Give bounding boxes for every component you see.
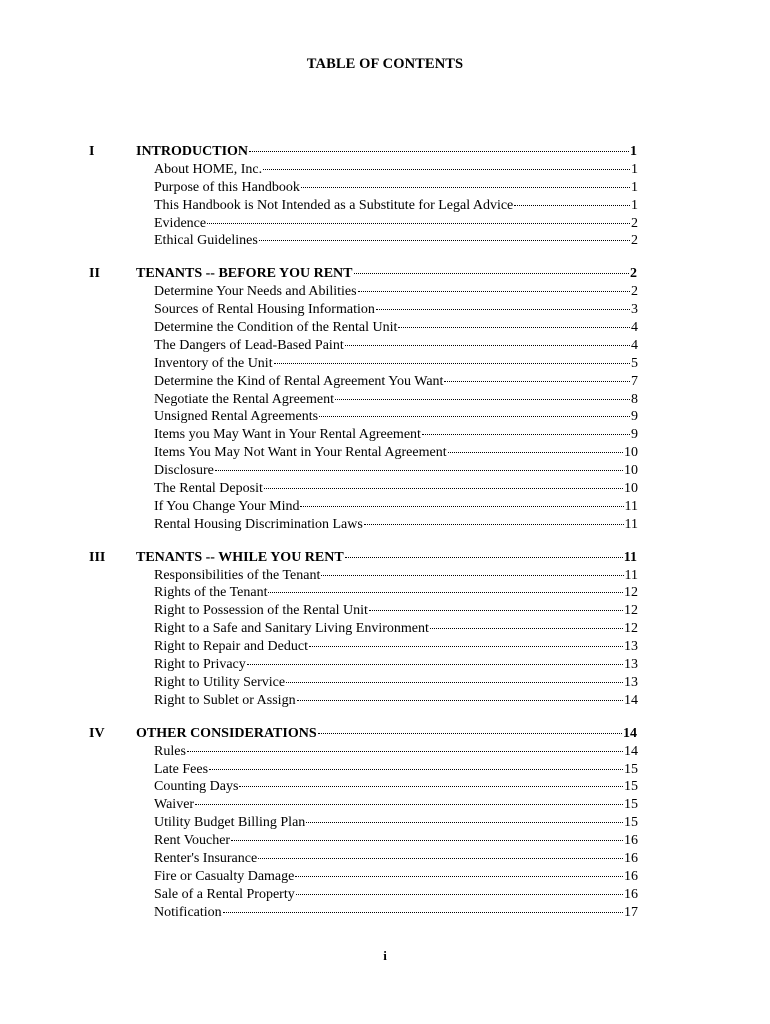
item-page: 1 bbox=[631, 161, 638, 177]
item-label: Sources of Rental Housing Information bbox=[154, 302, 375, 318]
toc-item bbox=[0, 283, 770, 301]
item-label: If You Change Your Mind bbox=[154, 498, 300, 514]
dot-leader bbox=[295, 872, 623, 877]
toc-item bbox=[0, 778, 770, 796]
item-label: Responsibilities of the Tenant bbox=[154, 567, 321, 583]
toc-item bbox=[0, 516, 770, 534]
item-page: 10 bbox=[624, 445, 638, 461]
toc-item bbox=[0, 215, 770, 233]
dot-leader bbox=[345, 553, 623, 558]
toc-item bbox=[0, 426, 770, 444]
item-page: 16 bbox=[624, 833, 638, 849]
item-page: 15 bbox=[624, 815, 638, 831]
item-label: Unsigned Rental Agreements bbox=[154, 409, 319, 425]
dot-leader bbox=[239, 782, 623, 787]
item-label: Fire or Casualty Damage bbox=[154, 868, 295, 884]
item-label: About HOME, Inc. bbox=[154, 161, 263, 177]
item-label: Right to Privacy bbox=[154, 657, 246, 673]
item-page: 16 bbox=[624, 886, 638, 902]
dot-leader bbox=[306, 818, 623, 823]
toc-item bbox=[0, 656, 770, 674]
item-label: Renter's Insurance bbox=[154, 850, 258, 866]
toc-item bbox=[0, 886, 770, 904]
toc-item bbox=[0, 301, 770, 319]
item-label: Late Fees bbox=[154, 761, 209, 777]
item-page: 8 bbox=[631, 391, 638, 407]
dot-leader bbox=[514, 201, 630, 206]
dot-leader bbox=[422, 430, 630, 435]
toc-item bbox=[0, 638, 770, 656]
item-label: Rent Voucher bbox=[154, 833, 231, 849]
section-entry bbox=[136, 725, 637, 743]
section-heading bbox=[0, 143, 770, 161]
dot-leader bbox=[247, 660, 623, 665]
section-numeral: I bbox=[89, 144, 95, 159]
item-label: Negotiate the Rental Agreement bbox=[154, 391, 334, 407]
item-page: 11 bbox=[624, 498, 638, 514]
item-page: 5 bbox=[631, 355, 638, 371]
dot-leader bbox=[376, 305, 630, 310]
toc-sections bbox=[0, 143, 770, 937]
item-page: 16 bbox=[624, 850, 638, 866]
item-label: Rights of the Tenant bbox=[154, 585, 268, 601]
item-label: Purpose of this Handbook bbox=[154, 179, 300, 195]
toc-item bbox=[0, 355, 770, 373]
item-label: Items You May Not Want in Your Rental Agreement bbox=[154, 445, 447, 461]
toc-section bbox=[0, 725, 770, 922]
item-page: 1 bbox=[631, 179, 638, 195]
item-label: Ethical Guidelines bbox=[154, 233, 258, 249]
section-title: INTRODUCTION bbox=[136, 144, 249, 159]
dot-leader bbox=[321, 571, 623, 576]
item-page: 7 bbox=[631, 373, 638, 389]
section-numeral: III bbox=[89, 549, 106, 565]
item-page: 9 bbox=[631, 409, 638, 425]
section-title: OTHER CONSIDERATIONS bbox=[136, 725, 317, 741]
dot-leader bbox=[209, 765, 623, 770]
toc-item bbox=[0, 480, 770, 498]
dot-leader bbox=[207, 219, 630, 224]
section-entry bbox=[136, 549, 637, 567]
section-heading bbox=[0, 549, 770, 567]
item-page: 16 bbox=[624, 868, 638, 884]
section-numeral: II bbox=[89, 266, 100, 282]
toc-item bbox=[0, 179, 770, 197]
section-title: TENANTS -- BEFORE YOU RENT bbox=[136, 266, 353, 282]
item-page: 11 bbox=[624, 567, 638, 583]
toc-item bbox=[0, 904, 770, 922]
item-page: 2 bbox=[631, 233, 638, 249]
toc-item bbox=[0, 444, 770, 462]
item-page: 17 bbox=[624, 904, 638, 920]
dot-leader bbox=[369, 606, 623, 611]
item-label: Right to Repair and Deduct bbox=[154, 639, 308, 655]
dot-leader bbox=[259, 236, 630, 241]
item-label: Inventory of the Unit bbox=[154, 355, 273, 371]
page-title: TABLE OF CONTENTS bbox=[306, 56, 464, 72]
dot-leader bbox=[319, 412, 630, 417]
toc-item bbox=[0, 567, 770, 585]
dot-leader bbox=[309, 642, 623, 647]
dot-leader bbox=[274, 359, 630, 364]
toc-item bbox=[0, 868, 770, 886]
toc-item bbox=[0, 584, 770, 602]
item-page: 10 bbox=[624, 463, 638, 479]
item-page: 1 bbox=[631, 197, 638, 213]
dot-leader bbox=[300, 502, 623, 507]
item-page: 11 bbox=[624, 516, 638, 532]
item-label: Rental Housing Discrimination Laws bbox=[154, 516, 363, 532]
dot-leader bbox=[258, 854, 623, 859]
toc-item bbox=[0, 319, 770, 337]
toc-item bbox=[0, 232, 770, 250]
item-label: Rules bbox=[154, 743, 186, 759]
dot-leader bbox=[301, 183, 630, 188]
dot-leader bbox=[345, 341, 630, 346]
item-page: 15 bbox=[624, 779, 638, 795]
section-heading bbox=[0, 265, 770, 283]
item-page: 15 bbox=[624, 761, 638, 777]
section-entry bbox=[136, 143, 637, 161]
toc-item bbox=[0, 337, 770, 355]
toc-item bbox=[0, 161, 770, 179]
page-number: i bbox=[383, 948, 387, 963]
item-page: 12 bbox=[624, 585, 638, 601]
item-label: Determine Your Needs and Abilities bbox=[154, 284, 357, 300]
item-page: 15 bbox=[624, 797, 638, 813]
toc-item bbox=[0, 692, 770, 710]
dot-leader bbox=[354, 269, 629, 274]
item-label: Notification bbox=[154, 904, 222, 920]
item-page: 9 bbox=[631, 427, 638, 443]
item-label: Right to Possession of the Rental Unit bbox=[154, 603, 368, 619]
item-page: 2 bbox=[631, 215, 638, 231]
toc-item bbox=[0, 373, 770, 391]
toc-section bbox=[0, 265, 770, 533]
section-heading bbox=[0, 725, 770, 743]
item-page: 10 bbox=[624, 481, 638, 497]
toc-item bbox=[0, 408, 770, 426]
toc-item bbox=[0, 761, 770, 779]
item-label: Utility Budget Billing Plan bbox=[154, 815, 306, 831]
dot-leader bbox=[335, 395, 630, 400]
toc-item bbox=[0, 462, 770, 480]
item-page: 4 bbox=[631, 337, 638, 353]
item-label: Right to Utility Service bbox=[154, 674, 286, 690]
dot-leader bbox=[223, 908, 623, 913]
item-label: This Handbook is Not Intended as a Substitute for Legal Advice bbox=[154, 197, 514, 213]
toc-item bbox=[0, 743, 770, 761]
dot-leader bbox=[358, 287, 630, 292]
item-page: 12 bbox=[624, 603, 638, 619]
item-label: The Rental Deposit bbox=[154, 481, 263, 497]
dot-leader bbox=[364, 520, 624, 525]
item-page: 13 bbox=[624, 639, 638, 655]
toc-item bbox=[0, 391, 770, 409]
item-label: Right to Sublet or Assign bbox=[154, 692, 296, 708]
dot-leader bbox=[249, 147, 629, 152]
toc-item bbox=[0, 498, 770, 516]
item-page: 13 bbox=[624, 674, 638, 690]
dot-leader bbox=[296, 890, 623, 895]
section-entry bbox=[136, 265, 637, 283]
dot-leader bbox=[195, 800, 623, 805]
toc-item bbox=[0, 602, 770, 620]
item-page: 14 bbox=[624, 743, 638, 759]
toc-item bbox=[0, 620, 770, 638]
item-label: Sale of a Rental Property bbox=[154, 886, 295, 902]
dot-leader bbox=[448, 448, 623, 453]
dot-leader bbox=[187, 747, 623, 752]
item-label: Determine the Condition of the Rental Unit bbox=[154, 320, 398, 336]
dot-leader bbox=[430, 624, 623, 629]
toc-section bbox=[0, 143, 770, 250]
section-page: 2 bbox=[630, 266, 637, 282]
item-label: Disclosure bbox=[154, 463, 214, 479]
item-label: Items you May Want in Your Rental Agreement bbox=[154, 427, 421, 443]
item-label: The Dangers of Lead-Based Paint bbox=[154, 337, 344, 353]
item-page: 3 bbox=[631, 302, 638, 318]
dot-leader bbox=[264, 484, 623, 489]
item-label: Waiver bbox=[154, 797, 195, 813]
dot-leader bbox=[398, 323, 630, 328]
section-numeral: IV bbox=[89, 725, 105, 741]
dot-leader bbox=[231, 836, 623, 841]
item-page: 12 bbox=[624, 621, 638, 637]
toc-item bbox=[0, 674, 770, 692]
section-page: 11 bbox=[623, 549, 637, 565]
dot-leader bbox=[318, 729, 622, 734]
toc-item bbox=[0, 796, 770, 814]
section-title: TENANTS -- WHILE YOU RENT bbox=[136, 549, 344, 565]
item-label: Counting Days bbox=[154, 779, 239, 795]
toc-item bbox=[0, 850, 770, 868]
item-page: 4 bbox=[631, 320, 638, 336]
item-page: 13 bbox=[624, 657, 638, 673]
item-label: Evidence bbox=[154, 215, 207, 231]
toc-item bbox=[0, 832, 770, 850]
toc-item bbox=[0, 197, 770, 215]
section-page: 14 bbox=[623, 725, 637, 741]
item-label: Determine the Kind of Rental Agreement You Want bbox=[154, 373, 444, 389]
item-page: 2 bbox=[631, 284, 638, 300]
toc-section bbox=[0, 549, 770, 710]
toc-item bbox=[0, 814, 770, 832]
dot-leader bbox=[297, 696, 623, 701]
section-page: 1 bbox=[630, 144, 637, 159]
item-page: 14 bbox=[624, 692, 638, 708]
item-label: Right to a Safe and Sanitary Living Environment bbox=[154, 621, 429, 637]
dot-leader bbox=[215, 466, 623, 471]
dot-leader bbox=[268, 588, 623, 593]
dot-leader bbox=[263, 165, 630, 170]
dot-leader bbox=[444, 377, 630, 382]
dot-leader bbox=[286, 678, 623, 683]
